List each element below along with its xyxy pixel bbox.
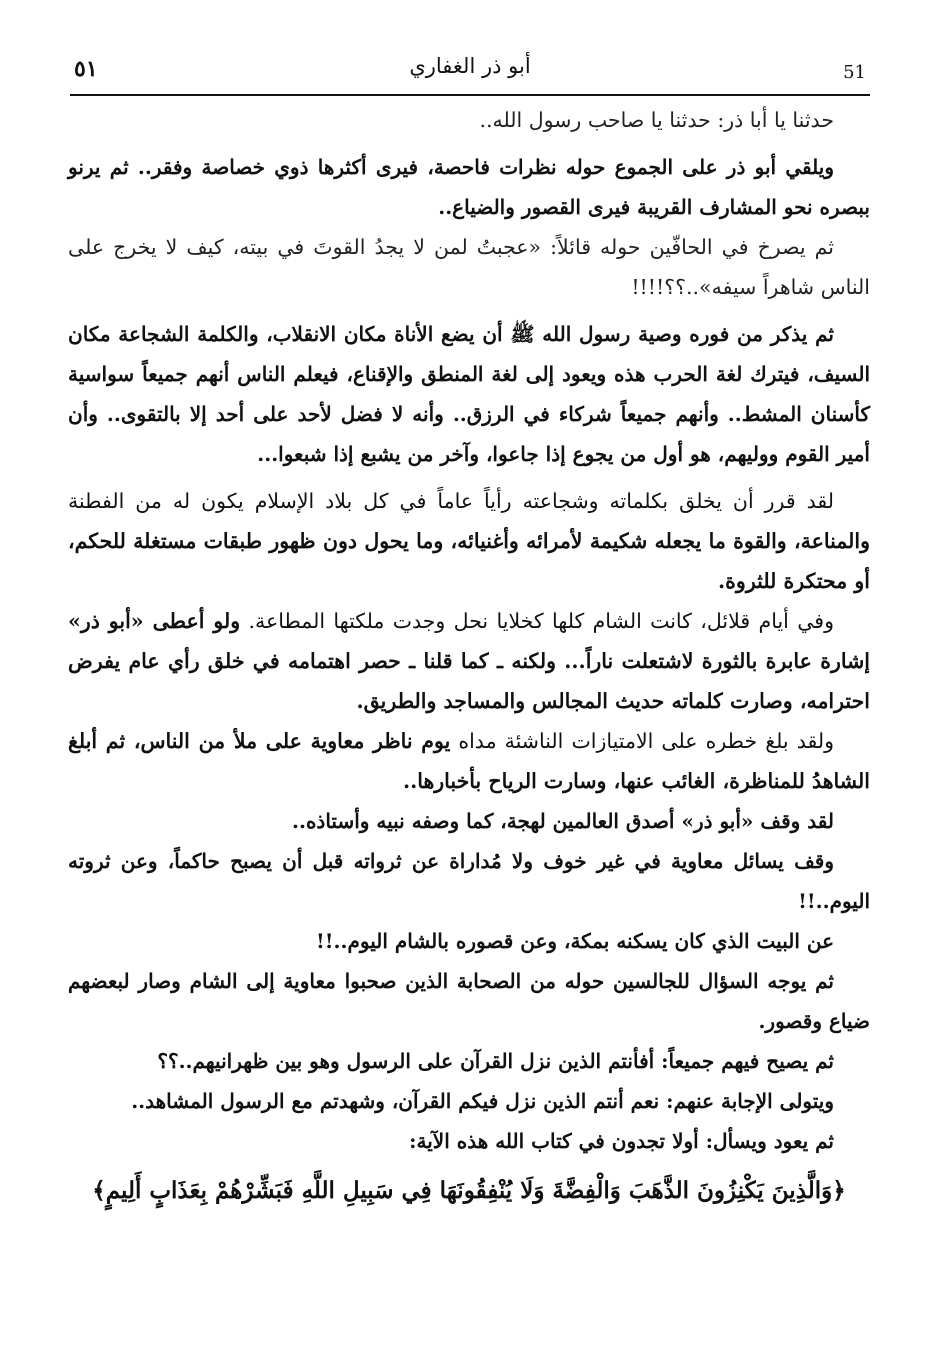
paragraph-5 (68, 481, 870, 601)
paragraph-7-light: ولقد بلغ خطره على الامتيازات الناشئة مداه (458, 729, 834, 753)
page-number-latin: 51 (843, 62, 866, 83)
paragraph-13: ويتولى الإجابة عنهم: نعم أنتم الذين نزل فيكم القرآن، وشهدتم مع الرسول المشاهد.. (131, 1089, 834, 1113)
paragraph-14: ثم يعود ويسأل: أولا تجدون في كتاب الله هذه الآية: (409, 1129, 834, 1153)
paragraph-6-bold: ولو أعطى «أبو ذر» إشارة عابرة بالثورة لاشتعلت ناراً... ولكنه ـ كما قلنا ـ حصر اهتمامه في خلق رأي عام يفرض احترامه، وصارت كلماته حديث المجالس والمساجد والطريق. (68, 609, 870, 713)
paragraph-7-bold: يوم ناظر معاوية على ملأ من الناس، ثم أبلغ الشاهدُ للمناظرة، الغائب عنها، وسارت الرياح بأخبارها.. (68, 729, 870, 793)
paragraph-9: وقف يسائل معاوية في غير خوف ولا مُداراة عن ثرواته قبل أن يصبح حاكماً، وعن ثروته اليوم..!! (68, 849, 870, 913)
paragraph-2: ويلقي أبو ذر على الجموع حوله نظرات فاحصة، فيرى أكثرها ذوي خصاصة وفقر.. ثم يرنو ببصره نحو المشارف القريبة فيرى القصور والضياع.. (68, 155, 870, 219)
page-body (68, 100, 870, 1213)
paragraph-10: عن البيت الذي كان يسكنه بمكة، وعن قصوره بالشام اليوم..!! (316, 929, 834, 953)
paragraph-12: ثم يصيح فيهم جميعاً: أفأنتم الذين نزل القرآن على الرسول وهو بين ظهرانيهم..؟؟ (157, 1049, 834, 1073)
paragraph-7 (68, 721, 870, 801)
paragraph-1: حدثنا يا أبا ذر: حدثنا يا صاحب رسول الله.. (479, 108, 834, 132)
paragraph-3: ثم يصرخ في الحافّين حوله قائلاً: «عجبتُ لمن لا يجدُ القوتَ في بيته، كيف لا يخرج على الناس شاهراً سيفه»..؟؟!!!! (68, 235, 870, 299)
quran-verse: ﴿وَالَّذِينَ يَكْنِزُونَ الذَّهَبَ وَالْفِضَّةَ وَلَا يُنْفِقُونَهَا فِي سَبِيلِ اللَّهِ فَبَشِّرْهُمْ بِعَذَابٍ أَلِيمٍ﴾ (92, 1177, 846, 1204)
paragraph-6-light: وفي أيام قلائل، كانت الشام كلها كخلايا نحل وجدت ملكتها المطاعة. (248, 609, 834, 633)
page-header (70, 48, 870, 96)
paragraph-4: ثم يذكر من فوره وصية رسول الله ﷺ أن يضع الأناة مكان الانقلاب، والكلمة الشجاعة مكان السيف، فيترك لغة الحرب هذه ويعود إلى لغة المنطق والإقناع، فيعلم الناس أنهم جميعاً سواسية كأسنان المشط.. وأنهم جميعاً شركاء في الرزق.. وأنه لا فضل لأحد على أحد إلا بالتقوى.. وأن أمير القوم ووليهم، هو أول من يجوع إذا جاعوا، وآخر من يشبع إذا شبعوا... (68, 322, 870, 466)
page-number-arabic: ٥١ (74, 56, 98, 82)
paragraph-8: لقد وقف «أبو ذر» أصدق العالمين لهجة، كما وصفه نبيه وأستاذه.. (292, 809, 834, 833)
running-title: أبو ذر الغفاري (409, 54, 531, 78)
paragraph-5-light: لقد قرر أن يخلق بكلماته وشجاعته رأياً عاماً في كل بلاد الإسلام يكون له من الفطنة (68, 489, 834, 513)
paragraph-6 (68, 601, 870, 721)
paragraph-11: ثم يوجه السؤال للجالسين حوله من الصحابة الذين صحبوا معاوية إلى الشام وصار لبعضهم ضياع وقصور. (68, 969, 870, 1033)
paragraph-5-bold: والمناعة، والقوة ما يجعله شكيمة لأمرائه وأغنيائه، وما يحول دون ظهور طبقات مستغلة للحكم، أو محتكرة للثروة. (68, 529, 870, 593)
